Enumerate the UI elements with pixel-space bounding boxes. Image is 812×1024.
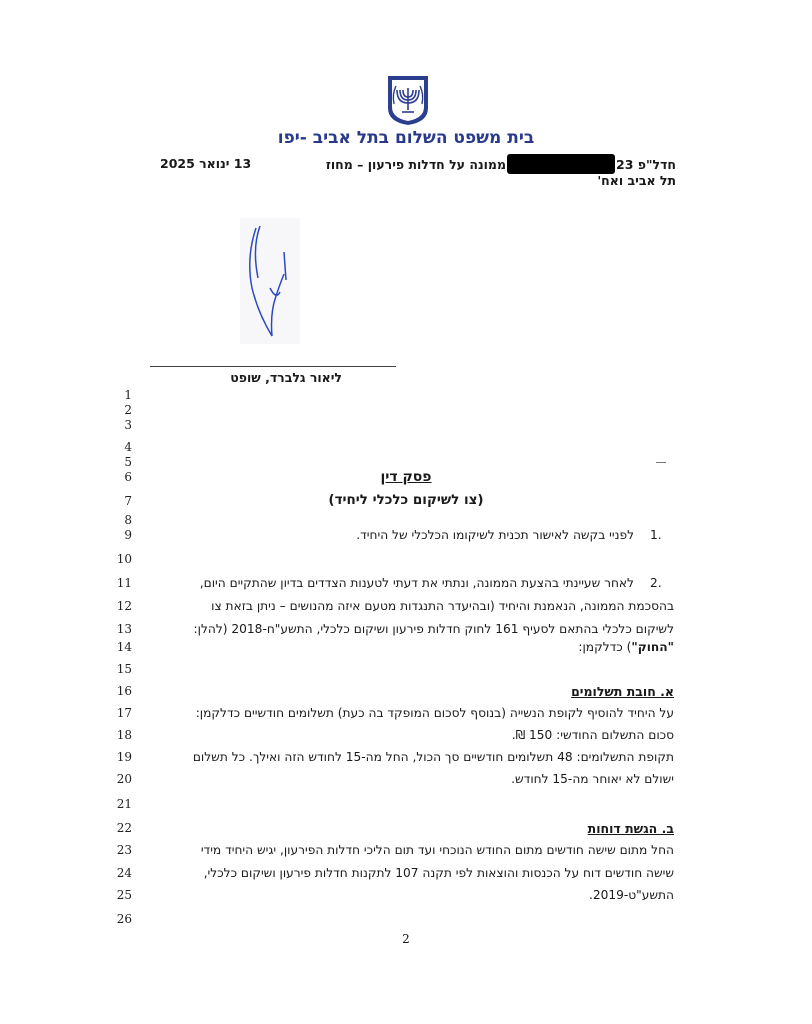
paragraph-2-line: לשיקום כלכלי בהתאם לסעיף 161 לחוק חדלות פירעון ושיקום כלכלי, התשע"ח-2018 (להלן: <box>193 622 674 636</box>
case-suffix: ממונה על חדלות פירעון – מחוז <box>325 157 506 172</box>
section-b-line: שישה חודשים דוח על הכנסות והוצאות לפי תקנה 107 לתקנות חדלות פירעון ושיקום כלכלי, <box>203 866 674 880</box>
line-number: 22 <box>116 821 132 835</box>
page-number: 2 <box>402 932 410 946</box>
case-prefix: חדל"פ 23 <box>616 157 676 172</box>
paragraph-2-line: לאחר שעיינתי בהצעת הממונה, ונתתי את דעתי לטענות הצדדים בדיון שהתקיים היום, <box>199 576 634 590</box>
line-number: 3 <box>124 418 132 432</box>
line-number: 15 <box>116 662 132 676</box>
stray-mark <box>656 462 666 463</box>
line-number: 25 <box>116 888 132 902</box>
line-number: 14 <box>116 640 132 654</box>
line-number: 24 <box>116 866 132 880</box>
section-a-title: א. חובת תשלומים <box>571 684 674 699</box>
section-b-line: התשע"ט-2019. <box>588 888 674 902</box>
defined-term: "החוק" <box>631 640 674 654</box>
paragraph-2-tail: ) כדלקמן: <box>578 640 632 654</box>
line-number: 16 <box>116 684 132 698</box>
line-number: 11 <box>116 576 132 590</box>
line-number: 4 <box>124 440 132 454</box>
paragraph-2-line <box>578 640 674 654</box>
case-parties: תל אביב ואח' <box>597 173 676 188</box>
ruling-date: 13 ינואר 2025 <box>160 156 252 171</box>
judge-signature <box>240 218 300 344</box>
line-number: 17 <box>116 706 132 720</box>
line-number: 6 <box>124 470 132 484</box>
line-number: 12 <box>116 599 132 613</box>
paragraph-2-line: בהסכמת הממונה, הנאמנת והיחיד (ובהיעדר התנגדות מטעם איזה מהנושים – ניתן בזאת צו <box>211 599 674 613</box>
line-number: 2 <box>124 403 132 417</box>
section-b-title: ב. הגשת דוחות <box>587 821 674 836</box>
signature-line <box>150 366 396 367</box>
case-number <box>326 154 676 174</box>
line-number: 1 <box>124 388 132 402</box>
line-number: 5 <box>124 455 132 469</box>
line-number: 13 <box>116 622 132 636</box>
line-number: 20 <box>116 772 132 786</box>
section-a-line: על היחיד להוסיף לקופת הנשייה (בנוסף לסכום המופקד בה כעת) תשלומים חודשיים כדלקמן: <box>195 706 674 720</box>
court-name: בית משפט השלום בתל אביב -יפו <box>277 128 535 148</box>
line-number: 18 <box>116 728 132 742</box>
paragraph-number: 2. <box>650 576 662 590</box>
line-number: 10 <box>116 552 132 566</box>
state-emblem-icon <box>386 74 430 126</box>
section-a-line: סכום התשלום החודשי: 150 ₪. <box>511 728 674 742</box>
verdict-subtitle: (צו לשיקום כלכלי ליחיד) <box>328 492 484 508</box>
paragraph-number: 1. <box>650 528 662 542</box>
section-a-line: ישולם לא יאוחר מה-15 לחודש. <box>511 772 674 786</box>
line-number: 19 <box>116 750 132 764</box>
redaction-box <box>507 154 615 174</box>
line-number: 9 <box>124 528 132 542</box>
section-a-line: תקופת התשלומים: 48 תשלומים חודשיים סך הכול, החל מה-15 לחודש הזה ואילך. כל תשלום <box>192 750 674 764</box>
line-number: 23 <box>116 843 132 857</box>
judge-name: ליאור גלברד, שופט <box>230 370 342 385</box>
line-number: 21 <box>116 797 132 811</box>
verdict-title: פסק דין <box>380 469 432 485</box>
section-b-line: החל מתום שישה חודשים מתום החודש הנוכחי ועד תום הליכי חדלות הפירעון, יגיש היחיד מידי <box>200 843 674 857</box>
line-number: 26 <box>116 912 132 926</box>
line-number: 7 <box>124 494 132 508</box>
paragraph-1: לפניי בקשה לאישור תכנית לשיקומו הכלכלי של היחיד. <box>356 528 634 542</box>
line-number: 8 <box>124 513 132 527</box>
